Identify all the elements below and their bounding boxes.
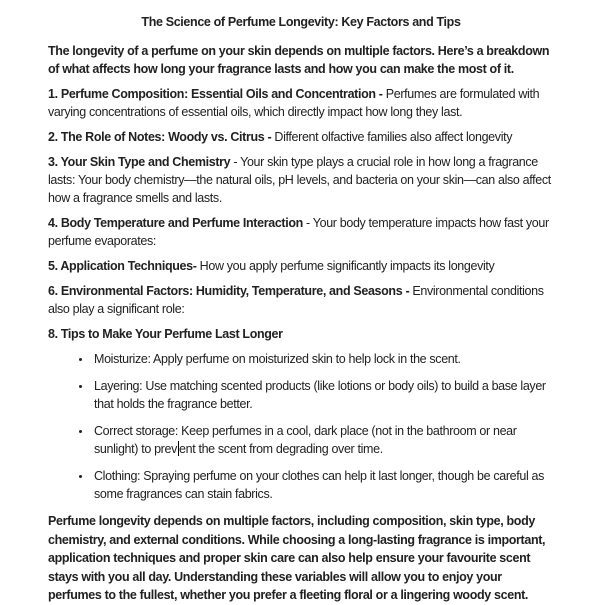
section-paragraph-5[interactable]	[48, 257, 554, 275]
tip-item-moisturize[interactable]	[92, 350, 554, 368]
tip-item-correct-storage[interactable]	[92, 422, 554, 458]
section-5-body: How you apply perfume significantly impacts its longevity	[196, 259, 495, 273]
document-title[interactable]: The Science of Perfume Longevity: Key Factors and Tips	[141, 15, 461, 29]
tip-text-after-caret: ent the scent from degrading over time.	[179, 442, 383, 456]
conclusion-paragraph[interactable]: Perfume longevity depends on multiple factors, including composition, skin type, body chemistry, and external conditions. While choosing a long-lasting fragrance is important, application techniques and proper skin care can also help ensure your favourite scent stays with you all day. Understanding these variables will allow you to enjoy your perfumes to the fullest, whether you prefer a fleeting floral or a lingering woody scent.	[48, 514, 546, 602]
tip-item-clothing[interactable]	[92, 467, 554, 503]
section-1-heading: 1. Perfume Composition: Essential Oils and Concentration -	[48, 87, 383, 101]
section-1-body: Perfumes are formulated with varying concentrations of essential oils, which directly impact how long they last.	[48, 87, 540, 119]
intro-paragraph[interactable]: The longevity of a perfume on your skin depends on multiple factors. Here’s a breakdown of what affects how long your fragrance lasts and how you can make the most of it.	[48, 44, 550, 76]
tip-text-before-caret: Correct storage: Keep perfumes in a cool, dark place (not in the bathroom or near sunlight) to prev	[94, 424, 517, 456]
section-4-body: - Your body temperature impacts how fast your perfume evaporates:	[48, 216, 549, 248]
section-2-body: Different olfactive families also affect longevity	[271, 130, 513, 144]
section-3-body: - Your skin type plays a crucial role in how long a fragrance lasts: Your body chemistry—the natural oils, pH levels, and bacteria on your skin—can also affect how a fragrance smells and lasts.	[48, 155, 551, 205]
section-2-heading: 2. The Role of Notes: Woody vs. Citrus -	[48, 130, 272, 144]
section-paragraph-2[interactable]	[48, 128, 554, 146]
section-paragraph-1[interactable]	[48, 85, 554, 121]
tips-section-heading[interactable]: 8. Tips to Make Your Perfume Last Longer	[48, 327, 283, 341]
section-4-heading: 4. Body Temperature and Perfume Interaction	[48, 216, 303, 230]
section-3-heading: 3. Your Skin Type and Chemistry	[48, 155, 231, 169]
section-5-heading: 5. Application Techniques-	[48, 259, 197, 273]
section-paragraph-6[interactable]	[48, 282, 554, 318]
tips-list	[48, 350, 554, 503]
section-6-body: Environmental conditions also play a significant role:	[48, 284, 544, 316]
section-paragraph-4[interactable]	[48, 214, 554, 250]
tip-text: Moisturize: Apply perfume on moisturized skin to help lock in the scent.	[94, 352, 461, 366]
tip-item-layering[interactable]	[92, 377, 554, 413]
tip-text: Layering: Use matching scented products (like lotions or body oils) to build a base layer that holds the fragrance better.	[94, 379, 546, 411]
tip-text: Clothing: Spraying perfume on your clothes can help it last longer, though be careful as some fragrances can stain fabrics.	[94, 469, 545, 501]
section-6-heading: 6. Environmental Factors: Humidity, Temperature, and Seasons -	[48, 284, 410, 298]
section-paragraph-3[interactable]	[48, 153, 554, 207]
